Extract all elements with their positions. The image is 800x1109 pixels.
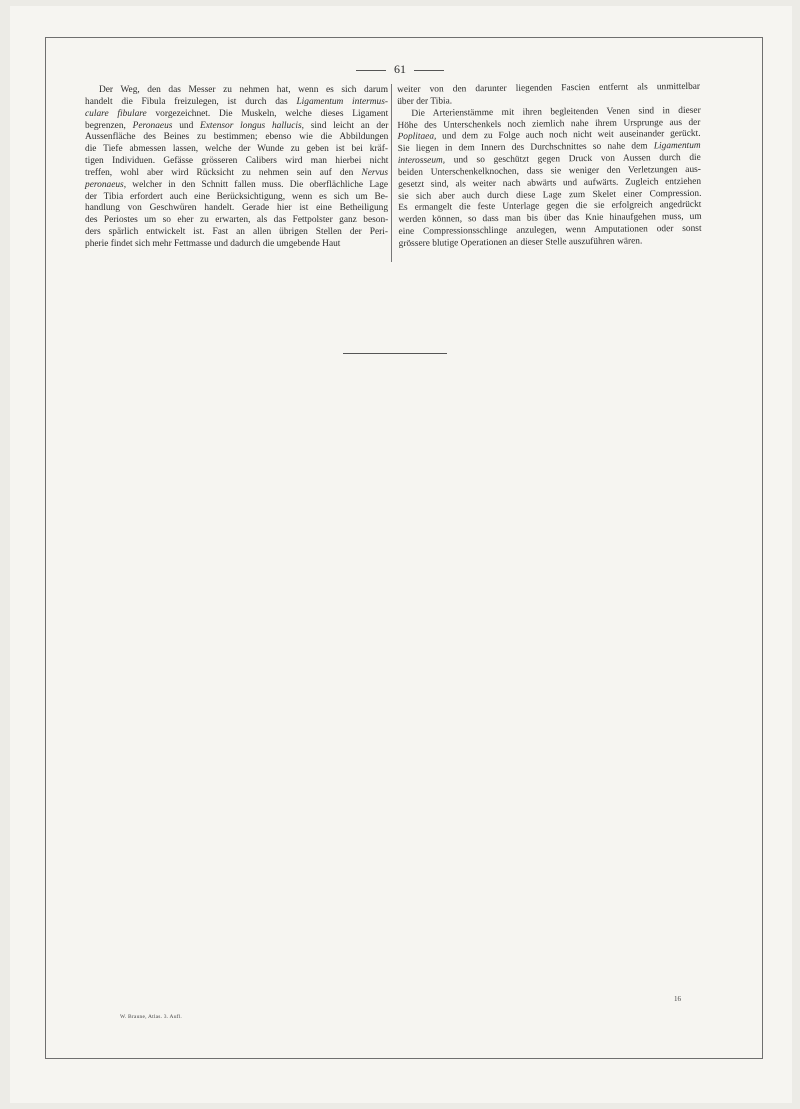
text-run: Höhe des Unterschenkels noch ziemlich nahe ihrem Ursprunge aus der (397, 117, 701, 131)
right-column (397, 82, 702, 251)
italic-term: Poplitaea, (397, 131, 437, 143)
text-line (85, 132, 388, 144)
text-line (85, 192, 388, 204)
italic-term: Peronaeus (132, 120, 173, 131)
text-line (85, 121, 388, 133)
text-line (85, 109, 388, 121)
text-line (85, 156, 388, 168)
text-run: vorgezeichnet. Die Muskeln, welche dieses Ligament (146, 108, 389, 119)
italic-term: interosseum, (397, 155, 446, 167)
text-line (85, 203, 388, 215)
text-run: Es ermangelt die feste Unterlage gegen die sie erfolgreich angedrückt (398, 200, 702, 214)
text-line (85, 227, 388, 239)
column-separator (391, 84, 392, 262)
header-rule-left (356, 70, 386, 71)
text-run: beiden Unterschenkelknochen, dass sie weniger den Verletzungen aus- (397, 164, 701, 178)
text-run: der Tibia erfordert auch eine Berücksichtigung, wenn es sich um Be- (85, 191, 389, 202)
text-run: sie sich aber auch durch diese Lage zum Skelet einer Compression. (398, 188, 702, 202)
page-number: 61 (394, 62, 406, 76)
text-run: Der Weg, den das Messer zu nehmen hat, wenn es sich darum (99, 85, 388, 95)
italic-term: peronaeus, (85, 179, 127, 190)
text-run: tigen Individuen. Gefässe grösseren Calibers wird man hierbei nicht (85, 156, 389, 167)
text-line (85, 168, 388, 180)
text-line (85, 85, 388, 97)
text-line (85, 215, 388, 227)
text-run: Die Arterienstämme mit ihren begleitenden Venen sind in dieser (411, 105, 701, 119)
text-run: pherie findet sich mehr Fettmasse und dadurch die umgebende Haut (85, 238, 341, 249)
text-run: weiter von den darunter liegenden Fascien entfernt als unmittelbar (397, 81, 701, 95)
footer-imprint: W. Braune, Atlas. 3. Aufl. (120, 1014, 182, 1020)
text-line (85, 239, 388, 251)
text-line (85, 180, 388, 192)
text-run: begrenzen, (85, 120, 133, 131)
text-run: ders spärlich entwickelt ist. Fast an allen übrigen Stellen der Peri- (85, 227, 388, 238)
text-run: treffen, wohl aber wird Rücksicht zu nehmen sein auf den (85, 167, 362, 178)
text-run: handlung von Geschwüren handelt. Gerade hier ist eine Betheiligung (85, 203, 389, 214)
italic-term: Ligamentum intermus- (296, 96, 388, 107)
text-run: des Periostes um so eher zu erwarten, als das Fettpolster ganz beson- (85, 215, 389, 226)
text-run: eine Compressionsschlinge anzulegen, wenn Amputationen oder sonst (398, 223, 702, 238)
text-run: werden können, so dass man bis über das Knie hinaufgehen muss, um (398, 212, 702, 226)
text-run: grössere blutige Operationen an dieser Stelle auszuführen wären. (398, 236, 643, 249)
text-run: welcher in den Schnitt fallen muss. Die oberflächliche Lage (126, 179, 389, 190)
text-line (85, 144, 388, 156)
text-run: handelt die Fibula freizulegen, ist durch das (85, 96, 297, 107)
footer-signature: 16 (674, 995, 681, 1003)
text-run: Sie liegen in dem Innern des Durchschnittes so nahe dem (397, 141, 654, 155)
page-header (0, 62, 800, 76)
text-run: die Tiefe abmessen lassen, welche der Wunde zu geben ist bei kräf- (85, 144, 389, 155)
text-run: und so geschützt gegen Druck von Aussen durch die (445, 152, 701, 166)
left-column (85, 85, 388, 251)
header-rule-right (414, 70, 444, 71)
italic-term: Ligamentum (653, 141, 701, 152)
text-run: und (172, 120, 201, 131)
italic-term: culare fibulare (85, 108, 147, 119)
italic-term: Extensor longus hallucis, (200, 120, 304, 131)
text-run: Aussenfläche des Beines zu bestimmen; ebenso wie die Abbildungen (85, 132, 389, 143)
text-run: gesetzt sind, als weiter nach abwärts und aufwärts. Zugleich entziehen (397, 176, 702, 190)
text-run: sind leicht an der (303, 120, 389, 131)
text-run: über der Tibia. (397, 96, 453, 107)
text-line (85, 97, 388, 109)
italic-term: Nervus (361, 167, 388, 178)
end-rule (343, 353, 447, 354)
text-run: und dem zu Folge auch noch nicht weit auseinander gerückt. (436, 129, 701, 142)
